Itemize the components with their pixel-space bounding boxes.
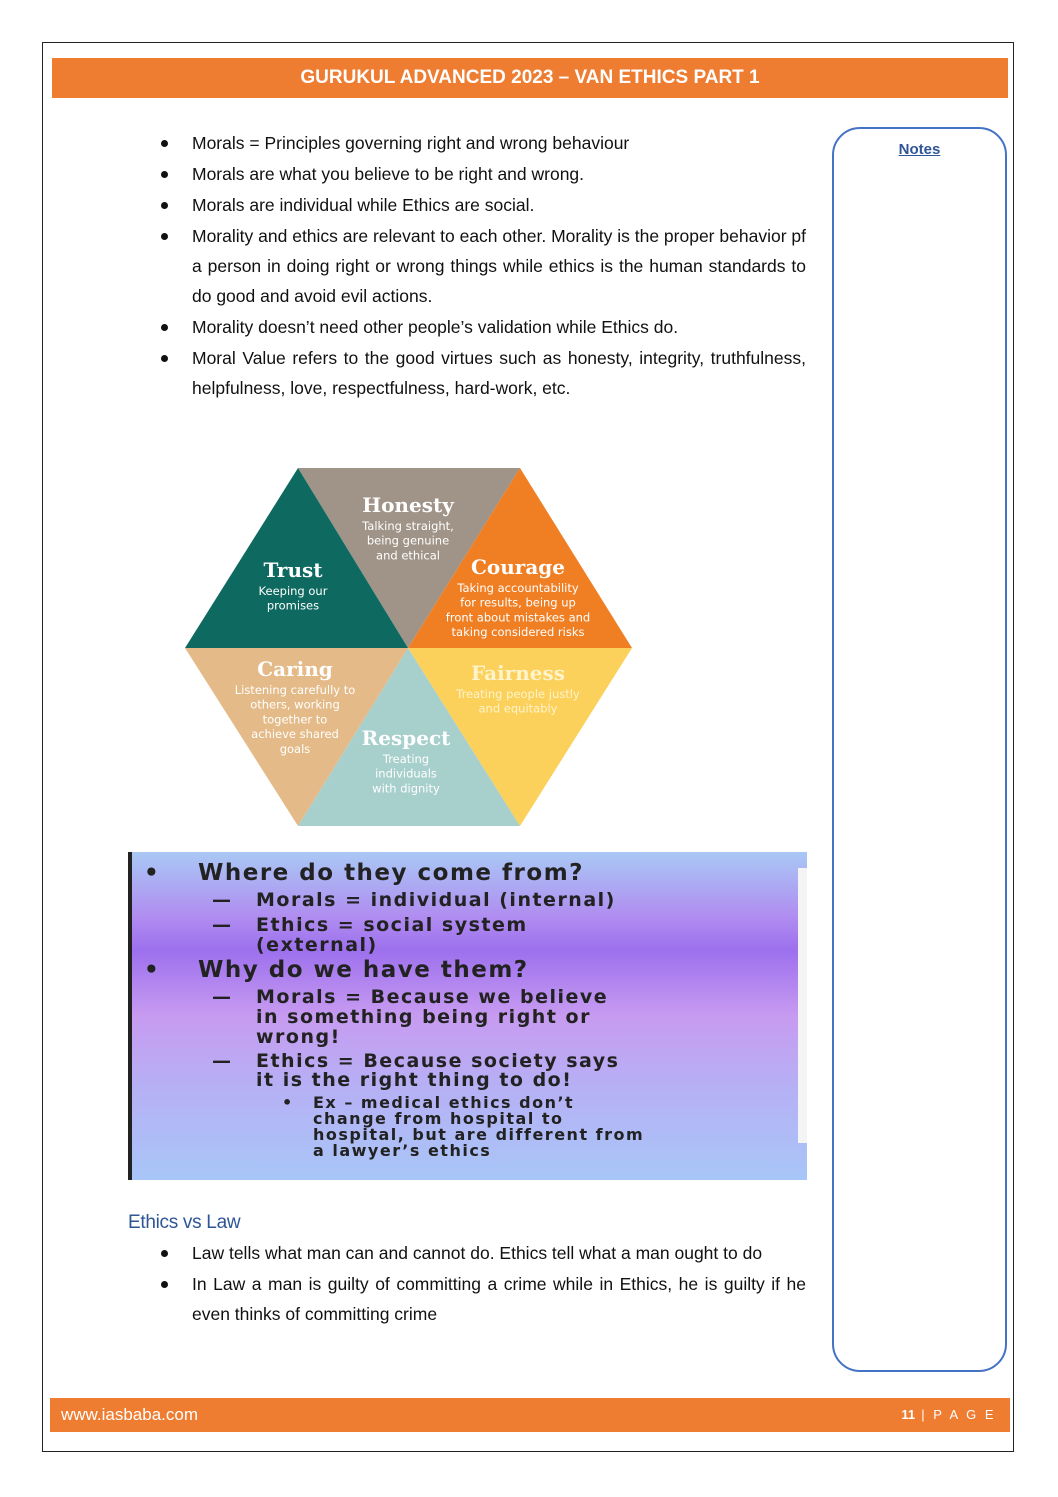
- bullet-icon: [161, 1281, 168, 1288]
- slide-text: (external): [256, 934, 378, 956]
- hexagon-title: Respect: [361, 726, 451, 750]
- notes-label: Notes: [898, 141, 941, 158]
- hexagon-description: with dignity: [372, 781, 440, 796]
- hexagon-description: individuals: [375, 766, 437, 781]
- ethics-vs-law-list: [160, 1238, 806, 1330]
- list-item-text: Morality doesn’t need other people’s validation while Ethics do.: [192, 317, 679, 337]
- list-item-text: Morals are what you believe to be right and wrong.: [192, 164, 585, 184]
- slide-edge: [798, 868, 807, 1143]
- slide-text: Ethics = social system: [256, 914, 528, 936]
- bullet-icon: [161, 233, 168, 240]
- slide-bullet: •: [144, 957, 161, 983]
- slide-dash: —: [212, 1050, 233, 1072]
- list-item-text: Law tells what man can and cannot do. Ethics tell what a man ought to do: [192, 1243, 763, 1263]
- hexagon-description: taking considered risks: [451, 625, 585, 640]
- list-item: [160, 343, 806, 403]
- slide-text: in something being right or: [256, 1006, 591, 1028]
- bullet-icon: [161, 1250, 168, 1257]
- hexagon-title: Courage: [470, 555, 566, 579]
- slide-image: [128, 852, 807, 1180]
- slide-dash: —: [212, 889, 233, 911]
- section-heading: Ethics vs Law: [128, 1212, 241, 1233]
- bullet-icon: [161, 140, 168, 147]
- bullet-icon: [161, 355, 168, 362]
- slide-bullet: •: [282, 1093, 294, 1112]
- slide-text: hospital, but are different from: [313, 1125, 645, 1144]
- list-item-text: Morals are individual while Ethics are social.: [192, 195, 535, 215]
- hexagon-description: together to: [262, 712, 328, 727]
- list-item: [160, 221, 806, 311]
- hexagon-description: Talking straight,: [362, 519, 454, 533]
- bullet-icon: [161, 324, 168, 331]
- hexagon-description: being genuine: [366, 533, 450, 548]
- hexagon-description: Treating people justly: [456, 687, 580, 701]
- bullet-icon: [161, 202, 168, 209]
- morals-bullet-list: [160, 128, 806, 404]
- slide-text: Why do we have them?: [198, 957, 529, 983]
- hexagon-description: and ethical: [376, 548, 440, 563]
- list-item-text: Morality and ethics are relevant to each other. Morality is the proper behavior pf a person in doing right or wrong things while ethics is the human standards to do good and avoid evil actions.: [192, 226, 806, 306]
- list-item-text: In Law a man is guilty of committing a crime while in Ethics, he is guilty if he even thinks of committing crime: [192, 1274, 806, 1324]
- hexagon-description: promises: [266, 598, 320, 613]
- slide-text: wrong!: [256, 1026, 341, 1048]
- page-label: | P A G E: [921, 1407, 996, 1422]
- slide-text: Morals = individual (internal): [256, 889, 616, 911]
- slide-text: Where do they come from?: [198, 860, 584, 886]
- list-item: [160, 312, 806, 342]
- hexagon-description: Taking accountability: [457, 581, 579, 595]
- page-footer: [50, 1398, 1010, 1432]
- hexagon-title: Honesty: [362, 493, 454, 517]
- hexagon-title: Trust: [263, 558, 323, 582]
- hexagon-description: achieve shared: [251, 727, 339, 742]
- slide-text: Ex – medical ethics don’t: [313, 1093, 575, 1112]
- page-number-value: 11: [901, 1407, 916, 1422]
- values-hexagon-diagram: [180, 462, 640, 832]
- slide-text: a lawyer’s ethics: [313, 1141, 492, 1160]
- slide-text: Morals = Because we believe: [256, 986, 609, 1008]
- hexagon-description: for results, being up: [460, 595, 576, 610]
- list-item: [160, 1269, 806, 1329]
- slide-text: change from hospital to: [313, 1109, 564, 1128]
- slide-dash: —: [212, 986, 233, 1008]
- hexagon-title: Fairness: [471, 661, 565, 685]
- page-number: [901, 1407, 996, 1422]
- notes-box: [832, 127, 1007, 1372]
- page-header: [52, 58, 1008, 98]
- header-title: GURUKUL ADVANCED 2023 – VAN ETHICS PART 1: [300, 67, 760, 88]
- bullet-icon: [161, 171, 168, 178]
- list-item: [160, 159, 806, 189]
- hexagon-title: Caring: [257, 657, 333, 681]
- slide-text: it is the right thing to do!: [256, 1069, 573, 1091]
- hexagon-description: Keeping our: [258, 584, 328, 598]
- list-item: [160, 128, 806, 158]
- hexagon-description: and equitably: [478, 701, 558, 716]
- list-item-text: Moral Value refers to the good virtues such as honesty, integrity, truthfulness, helpfulness, love, respectfulness, hard-work, etc.: [192, 348, 806, 398]
- hexagon-description: others, working: [250, 697, 340, 712]
- slide-dash: —: [212, 914, 233, 936]
- list-item-text: Morals = Principles governing right and wrong behaviour: [192, 133, 630, 153]
- list-item: [160, 190, 806, 220]
- slide-text: Ethics = Because society says: [256, 1050, 620, 1072]
- hexagon-description: front about mistakes and: [445, 610, 591, 625]
- hexagon-description: Listening carefully to: [234, 683, 356, 697]
- hexagon-description: Treating: [382, 752, 430, 766]
- slide-bullet: •: [144, 860, 161, 886]
- hexagon-description: goals: [279, 741, 311, 756]
- list-item: [160, 1238, 806, 1268]
- footer-url: www.iasbaba.com: [61, 1405, 199, 1424]
